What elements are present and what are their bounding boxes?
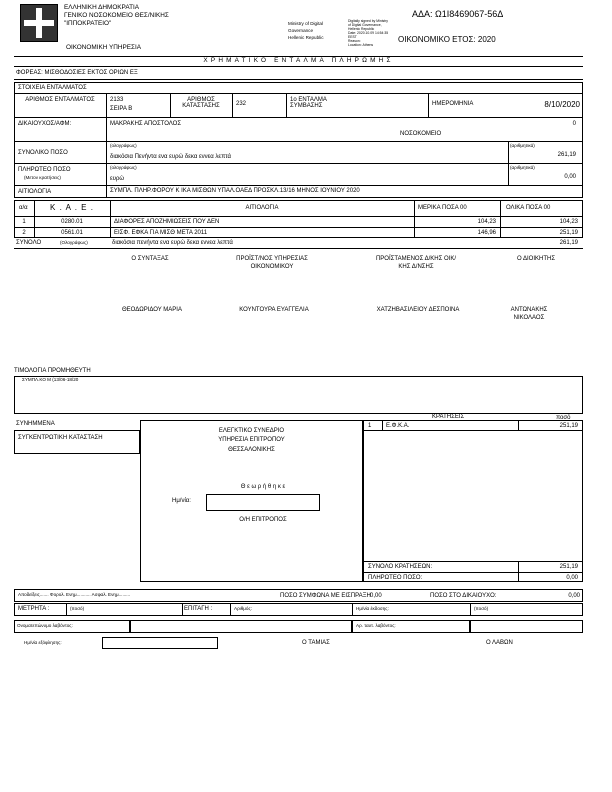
org-line-2: ΓΕΝΙΚΟ ΝΟΣΟΚΟΜΕΙΟ ΘΕΣ/ΝΙΚΗΣ — [64, 12, 169, 19]
recipient-id-field[interactable] — [470, 620, 583, 633]
attachments-value: ΣΥΓΚΕΝΤΡΩΤΙΚΗ ΚΑΤΑΣΤΑΣΗ — [18, 435, 103, 441]
cheque-amount-field[interactable]: (ποσό) — [474, 606, 489, 611]
signature-role-director: Ο ΔΙΟΙΚΗΤΗΣ — [516, 256, 556, 262]
amount-to-beneficiary: 0,00 — [568, 593, 580, 599]
row-total: 104,23 — [559, 219, 578, 225]
row-reason: ΔΙΑΦΟΡΕΣ ΑΠΟΖΗΜΙΩΣΕΙΣ ΠΟΥ ΔΕΝ — [114, 219, 220, 225]
settlement-date-field[interactable] — [102, 637, 218, 649]
payable-words: ευρώ — [110, 176, 125, 182]
total-amount-label: ΣΥΝΟΛΙΚΟ ΠΟΣΟ — [18, 150, 68, 156]
row-reason: ΕΙΣΦ. ΕΦΚΑ ΓΙΑ ΜΙΣΘ ΜΕΤΑ 2011 — [114, 230, 208, 236]
cheque-number-field[interactable]: Αριθμός: — [234, 606, 252, 611]
deduction-name: Ε.Φ.Κ.Α. — [386, 423, 410, 429]
audit-line-2: ΥΠΗΡΕΣΙΑ ΕΠΙΤΡΟΠΟΥ — [218, 437, 285, 443]
section-title: ΣΤΟΙΧΕΙΑ ΕΝΤΑΛΜΑΤΟΣ — [18, 85, 87, 91]
invoices-box — [14, 376, 583, 414]
document-title: ΧΡΗΜΑΤΙΚΟ ΕΝΤΑΛΜΑ ΠΛΗΡΩΜΗΣ — [203, 57, 394, 64]
org-line-1: ΕΛΛΗΝΙΚΗ ΔΗΜΟΚΡΑΤΙΑ — [64, 4, 140, 11]
payable-words-label: (ολογράφως) — [110, 165, 137, 170]
signer-line-3: Hellenic Republic — [288, 35, 324, 40]
total-deductions: 251,19 — [559, 564, 578, 570]
attachments-label: ΣΥΝΗΜΜΕΝΑ — [16, 421, 55, 427]
sig-meta-line: Location: Athens — [348, 43, 374, 47]
audit-line-3: ΘΕΣΣΑΛΟΝΙΚΗΣ — [228, 447, 275, 453]
total-words: διακόσια Πενήντα ενα ευρώ δεκα εννεα λεπτά — [110, 154, 232, 160]
beneficiary-name: ΜΑΚΡΑΚΗΣ ΑΠΟΣΤΟΛΟΣ — [110, 121, 182, 127]
signature-role-admin-head: ΠΡΟΪΣΤΑΜΕΝΟΣ Δ/ΚΗΣ ΟΙΚ/ΚΗΣ Δ/ΝΣΗΣ — [375, 256, 457, 270]
audit-line-1: ΕΛΕΓΚΤΙΚΟ ΣΥΝΕΔΡΙΟ — [218, 428, 285, 434]
signature-name-4: ΑΝΤΩΝΑΚΗΣ ΝΙΚΟΛΑΟΣ — [510, 307, 548, 321]
sig-meta-line: Hellenic Republic — [348, 27, 375, 31]
row-kae: 0280.01 — [61, 219, 83, 225]
row-aa: 1 — [22, 219, 26, 225]
deduction-amount: 251,19 — [559, 423, 578, 429]
reason-text: ΣΥΜΠΛ. ΠΛΗΡ.ΦΟΡΟΥ Κ ΙΚΑ ΜΙΣΘΩΝ ΥΠΑΛ.ΟΑΕΔ ΠΡΟΣΚΛ.13/16 ΜΗΝΟΣ ΙΟΥΝΙΟΥ 2020 — [110, 188, 360, 194]
total-words-label: (ολογράφως) — [110, 143, 137, 148]
sig-meta-line: Date: 2020.10.09 14:54:35 — [348, 31, 389, 35]
recipient-name-label: Ονοματεπώνυμο λαβόντος: — [17, 623, 73, 628]
signature-role-composer: Ο ΣΥΝΤΑΞΑΣ — [131, 256, 169, 262]
issue-date-field[interactable]: Ημ/νία έκδοσης: — [356, 606, 389, 611]
deduction-aa: 1 — [368, 423, 372, 429]
kae-header-aa: α/α — [19, 205, 28, 211]
sig-meta-line: EEST — [348, 35, 357, 39]
row-aa: 2 — [22, 230, 26, 236]
total-numeric-label: (αριθμητικά) — [510, 143, 535, 148]
table-total-label: ΣΥΝΟΛΟ — [16, 240, 42, 246]
audit-approved: Θ ε ω ρ ή θ η κ ε — [240, 484, 286, 490]
audit-date-field[interactable] — [206, 494, 320, 511]
net-payable: 0,00 — [566, 575, 578, 581]
cheque-label: ΕΠΙΤΑΓΗ : — [184, 606, 213, 612]
signature-name-1: ΘΕΟΔΩΡΙΔΟΥ ΜΑΡΙΑ — [122, 307, 182, 313]
order-series: ΣΕΙΡΑ Β — [110, 106, 133, 112]
sig-meta-line: of Digital Governance, — [348, 23, 382, 27]
cash-label: ΜΕΤΡΗΤΑ : — [18, 606, 50, 612]
beneficiary-label: ΔΙΚΑΙΟΥΧΟΣ/ΑΦΜ: — [18, 121, 72, 127]
amount-to-beneficiary-label: ΠΟΣΟ ΣΤΟ ΔΙΚΑΙΟΥΧΟ: — [430, 593, 497, 599]
beneficiary-afm: 0 — [572, 121, 576, 127]
contract-order-label: 1ο ΕΝΤΑΛΜΑ ΣΥΜΒΑΣΗΣ — [290, 97, 327, 109]
amount-per-receipt-label: ΠΟΣΟ ΣΥΜΦΩΝΑ ΜΕ ΕΙΣΠΡΑΞΗ — [280, 593, 371, 599]
table-total-words: διακόσια πενήντα ενα ευρώ δεκα εννεα λεπτά — [112, 240, 233, 246]
cashier-label: Ο ΤΑΜΙΑΣ — [302, 640, 330, 646]
payable-numeric-label: (αριθμητικά) — [510, 165, 535, 170]
signature-name-3: ΧΑΤΖΗΒΑΣΙΛΕΙΟΥ ΔΕΣΠΟΙΝΑ — [376, 307, 460, 313]
payable-sub-label: (Μετον κρατήσεις) — [24, 175, 61, 180]
signer-line-1: Ministry of Digital — [288, 21, 323, 26]
payable-amount-label: ΠΛΗΡΩΤΕΟ ΠΟΣΟ — [18, 167, 71, 173]
cash-amount-field[interactable]: (ποσό) — [70, 606, 85, 611]
deductions-amount-label: ποσό — [556, 415, 571, 421]
table-total-amount: 261,19 — [559, 240, 578, 246]
date-label: ΗΜΕΡΟΜΗΝΙΑ — [432, 101, 474, 107]
net-payable-label: ΠΛΗΡΩΤΕΟ ΠΟΣΟ: — [368, 575, 423, 581]
order-number-label: ΑΡΙΘΜΟΣ ΕΝΤΑΛΜΑΤΟΣ — [25, 97, 95, 103]
documents-checklist: Αποδείξεις....... Φορολ. Ενημ........... Ασφαλ. Ενημ......... — [18, 592, 131, 597]
table-total-sub: (Ολογράφως) — [60, 240, 88, 245]
audit-date-label: Ημ/νία: — [172, 498, 191, 504]
row-partial: 104,23 — [477, 219, 496, 225]
signature-role-finance-head: ΠΡΟΪΣΤ/ΝΟΣ ΥΠΗΡΕΣΙΑΣ ΟΙΚΟΝΟΜΙΚΟΥ — [236, 256, 308, 270]
signature-name-2: ΚΟΥΝΤΟΥΡΑ ΕΥΑΓΓΕΛΙΑ — [239, 307, 309, 313]
kae-header-reason: ΑΙΤΙΟΛΟΓΙΑ — [245, 205, 279, 211]
invoice-line: ΣΥΜΠΛ.ΚΟ Μ (13/06-18/20 — [22, 377, 79, 382]
order-number: 2133 — [110, 97, 124, 103]
kae-header-partial: ΜΕΡΙΚΑ ΠΟΣΑ 00 — [418, 205, 467, 211]
recipient-id-label: Αρ. ταυτ. λαβόντος: — [356, 623, 396, 628]
sig-meta-line: Reason: — [348, 39, 361, 43]
settlement-date-label: Ημ/νία εξόφλησης: — [24, 640, 62, 645]
sig-meta-line: Digitally signed by Ministry — [348, 19, 388, 23]
kae-header-total: ΟΛΙΚΑ ΠΟΣΑ 00 — [506, 205, 551, 211]
reason-label: ΑΙΤΙΟΛΟΓΙΑ — [18, 189, 52, 195]
audit-commissioner: Ο/Η ΕΠΙΤΡΟΠΟΣ — [239, 517, 287, 523]
row-total: 251,19 — [559, 230, 578, 236]
deductions-label: ΚΡΑΤΗΣΕΙΣ — [432, 414, 465, 420]
service-name: ΟΙΚΟΝΟΜΙΚΗ ΥΠΗΡΕΣΙΑ — [66, 44, 142, 51]
deductions-box — [363, 420, 583, 582]
statement-number: 232 — [236, 101, 247, 107]
fiscal-year: ΟΙΚΟΝΟΜΙΚΟ ΕΤΟΣ: 2020 — [398, 35, 496, 44]
org-line-3: "ΙΠΠΟΚΡΑΤΕΙΟ" — [64, 20, 112, 27]
payable-amount: 0,00 — [564, 174, 576, 180]
amount-per-receipt: 0,00 — [370, 593, 382, 599]
total-amount: 261,19 — [557, 152, 576, 158]
signer-line-2: Governance — [288, 28, 314, 33]
invoices-label: ΤΙΜΟΛΟΓΙΑ ΠΡΟΜΗΘΕΥΤΗ — [14, 368, 91, 374]
beneficiary-sub: ΝΟΣΟΚΟΜΕΙΟ — [400, 131, 442, 137]
row-kae: 0561.01 — [61, 230, 83, 236]
total-deductions-label: ΣΥΝΟΛΟ ΚΡΑΤΗΣΕΩΝ: — [368, 564, 433, 570]
recipient-signature-label: Ο ΛΑΒΩΝ — [486, 640, 513, 646]
payment-method-row — [14, 603, 583, 616]
recipient-name-field[interactable] — [130, 620, 352, 633]
ada-code: ΑΔΑ: Ω1Ι8469067-56Δ — [412, 9, 504, 19]
row-partial: 146,96 — [477, 230, 496, 236]
emblem-logo — [20, 4, 58, 42]
foreas-label: ΦΟΡΕΑΣ: ΜΙΣΘΟΔΟΣΙΕΣ ΕΚΤΟΣ ΟΡΙΩΝ ΕΞ — [16, 70, 138, 76]
order-date: 8/10/2020 — [544, 100, 580, 109]
kae-header-code: Κ . Α . Ε . — [50, 203, 94, 212]
statement-number-label: ΑΡΙΘΜΟΣ ΚΑΤΑΣΤΑΣΗΣ — [182, 97, 220, 109]
